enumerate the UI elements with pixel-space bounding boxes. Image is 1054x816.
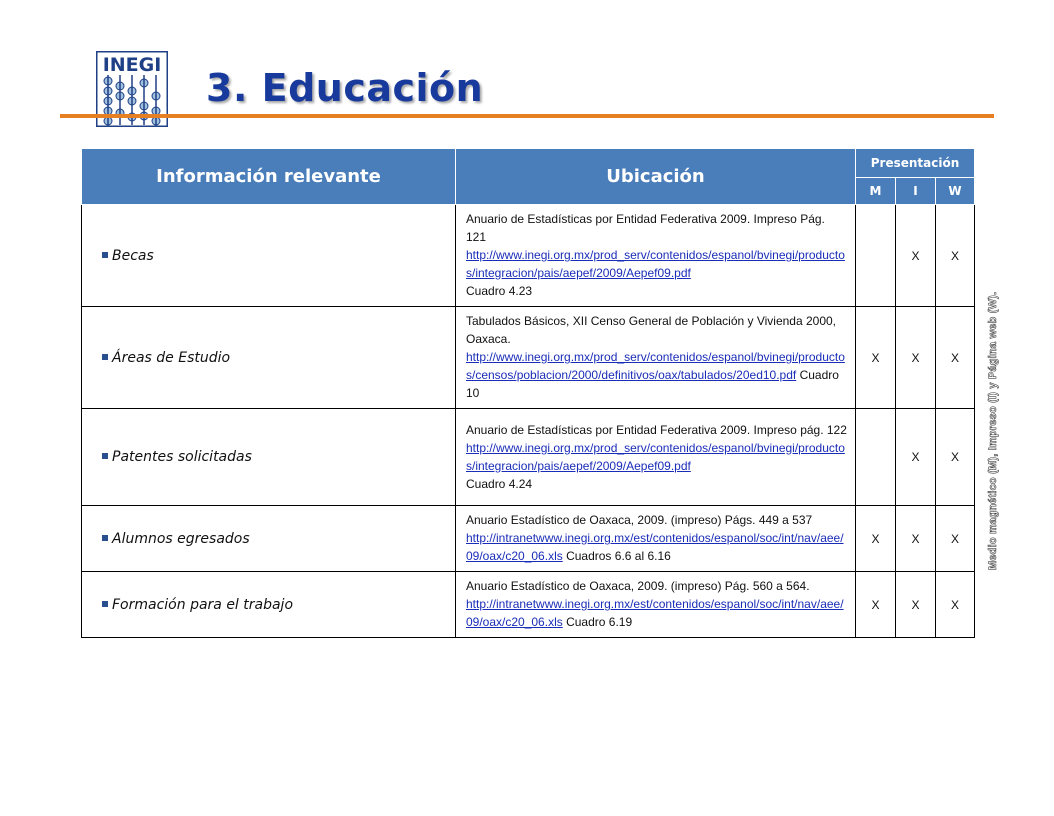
source-text: Anuario de Estadísticas por Entidad Federativa 2009. Impreso pág. 122: [466, 422, 847, 437]
row-label-text: Áreas de Estudio: [112, 349, 231, 366]
source-link[interactable]: http://intranetwww.inegi.org.mx/est/contenidos/espanol/soc/int/nav/aee/09/oax/c20_06.xls: [466, 531, 844, 563]
education-table: [81, 148, 975, 638]
table-ref: Cuadro 4.24: [466, 476, 533, 491]
header-m: M: [856, 177, 896, 205]
row-source: [456, 506, 856, 572]
logo-text: INEGI: [102, 54, 162, 76]
row-label: [82, 409, 456, 506]
header-ubicacion: Ubicación: [456, 149, 856, 205]
table-row: [82, 307, 975, 409]
mark-m: X: [856, 572, 896, 638]
bullet-icon: [102, 453, 108, 459]
source-link[interactable]: http://intranetwww.inegi.org.mx/est/contenidos/espanol/soc/int/nav/aee/09/oax/c20_06.xls: [466, 597, 844, 629]
source-text: Anuario de Estadísticas por Entidad Federativa 2009. Impreso Pág. 121: [466, 212, 825, 244]
source-text: Anuario Estadístico de Oaxaca, 2009. (impreso) Págs. 449 a 537: [466, 513, 813, 527]
bullet-icon: [102, 601, 108, 607]
header-w: W: [936, 177, 975, 205]
row-source: [456, 572, 856, 638]
row-source: [456, 409, 856, 506]
row-label-text: Formación para el trabajo: [112, 596, 294, 613]
bullet-icon: [102, 354, 108, 360]
mark-i: X: [896, 506, 936, 572]
mark-w: X: [936, 307, 975, 409]
row-label-text: Alumnos egresados: [112, 530, 250, 547]
row-label-text: Patentes solicitadas: [112, 449, 252, 465]
bullet-icon: [102, 535, 108, 541]
mark-m: [856, 409, 896, 506]
title-underline-bar: [60, 114, 994, 118]
mark-i: X: [896, 572, 936, 638]
source-link[interactable]: http://www.inegi.org.mx/prod_serv/contenidos/espanol/bvinegi/productos/integracion/pais/aepef/2009/Aepef09.pdf: [466, 248, 845, 280]
mark-i: X: [896, 307, 936, 409]
bullet-icon: [102, 252, 108, 258]
row-label: [82, 506, 456, 572]
header-presentacion: Presentación: [856, 149, 975, 178]
row-label-text: Becas: [112, 247, 154, 264]
header-i: I: [896, 177, 936, 205]
row-source: [456, 307, 856, 409]
page-title: 3. Educación: [206, 66, 484, 110]
source-text: Anuario Estadístico de Oaxaca, 2009. (impreso) Pág. 560 a 564.: [466, 579, 810, 593]
mark-w: X: [936, 572, 975, 638]
table-ref: Cuadro 10: [466, 368, 839, 400]
source-text: Tabulados Básicos, XII Censo General de Población y Vivienda 2000, Oaxaca.: [466, 314, 837, 346]
mark-w: X: [936, 205, 975, 307]
table-ref: Cuadro 6.19: [566, 615, 633, 629]
table-row: [82, 409, 975, 506]
table-ref: Cuadros 6.6 al 6.16: [566, 549, 671, 563]
row-label: [82, 205, 456, 307]
mark-m: X: [856, 307, 896, 409]
source-link[interactable]: http://www.inegi.org.mx/prod_serv/contenidos/espanol/bvinegi/productos/integracion/pais/aepef/2009/Aepef09.pdf: [466, 440, 845, 473]
row-source: [456, 205, 856, 307]
side-note-legend: Medio magnético (M), Impreso (I) y Página web (W).: [987, 291, 999, 570]
table-row: [82, 572, 975, 638]
mark-m: X: [856, 506, 896, 572]
source-link[interactable]: http://www.inegi.org.mx/prod_serv/contenidos/espanol/bvinegi/productos/censos/poblacion/2000/definitivos/oax/tabulados/20ed10.pdf: [466, 350, 845, 382]
table-ref: Cuadro 4.23: [466, 284, 533, 298]
row-label: [82, 307, 456, 409]
mark-i: X: [896, 205, 936, 307]
header-info: Información relevante: [82, 149, 456, 205]
mark-i: X: [896, 409, 936, 506]
row-label: [82, 572, 456, 638]
table-row: [82, 205, 975, 307]
mark-m: [856, 205, 896, 307]
mark-w: X: [936, 409, 975, 506]
table-row: [82, 506, 975, 572]
mark-w: X: [936, 506, 975, 572]
